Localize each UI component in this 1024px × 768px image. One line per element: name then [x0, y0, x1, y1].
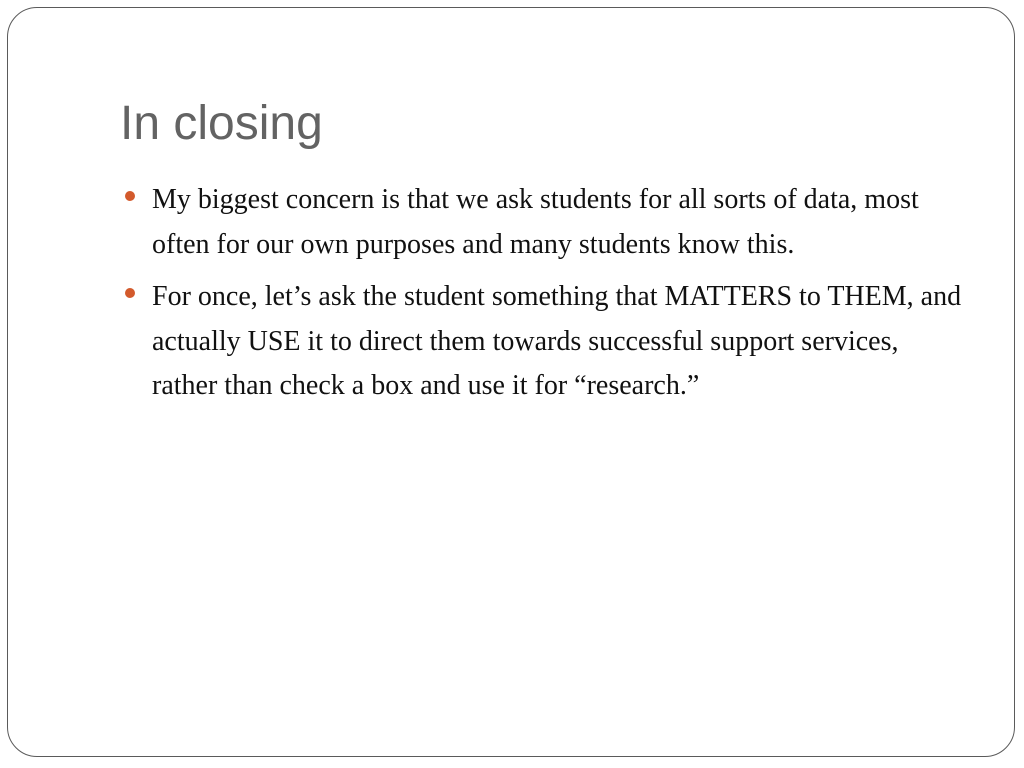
bullet-item: [122, 178, 962, 267]
slide-title: In closing: [120, 97, 323, 150]
bullet-text: My biggest concern is that we ask students for all sorts of data, most often for our own purposes and many students know this.: [152, 184, 919, 260]
slide-frame: [7, 7, 1015, 757]
bullet-dot-icon: [125, 191, 135, 201]
bullet-dot-icon: [125, 288, 135, 298]
bullet-item: [122, 275, 962, 409]
bullet-text: For once, let’s ask the student something that MATTERS to THEM, and actually USE it to direct them towards successful support services, rather than check a box and use it for “research.”: [152, 281, 962, 401]
bullet-list: [122, 178, 962, 417]
